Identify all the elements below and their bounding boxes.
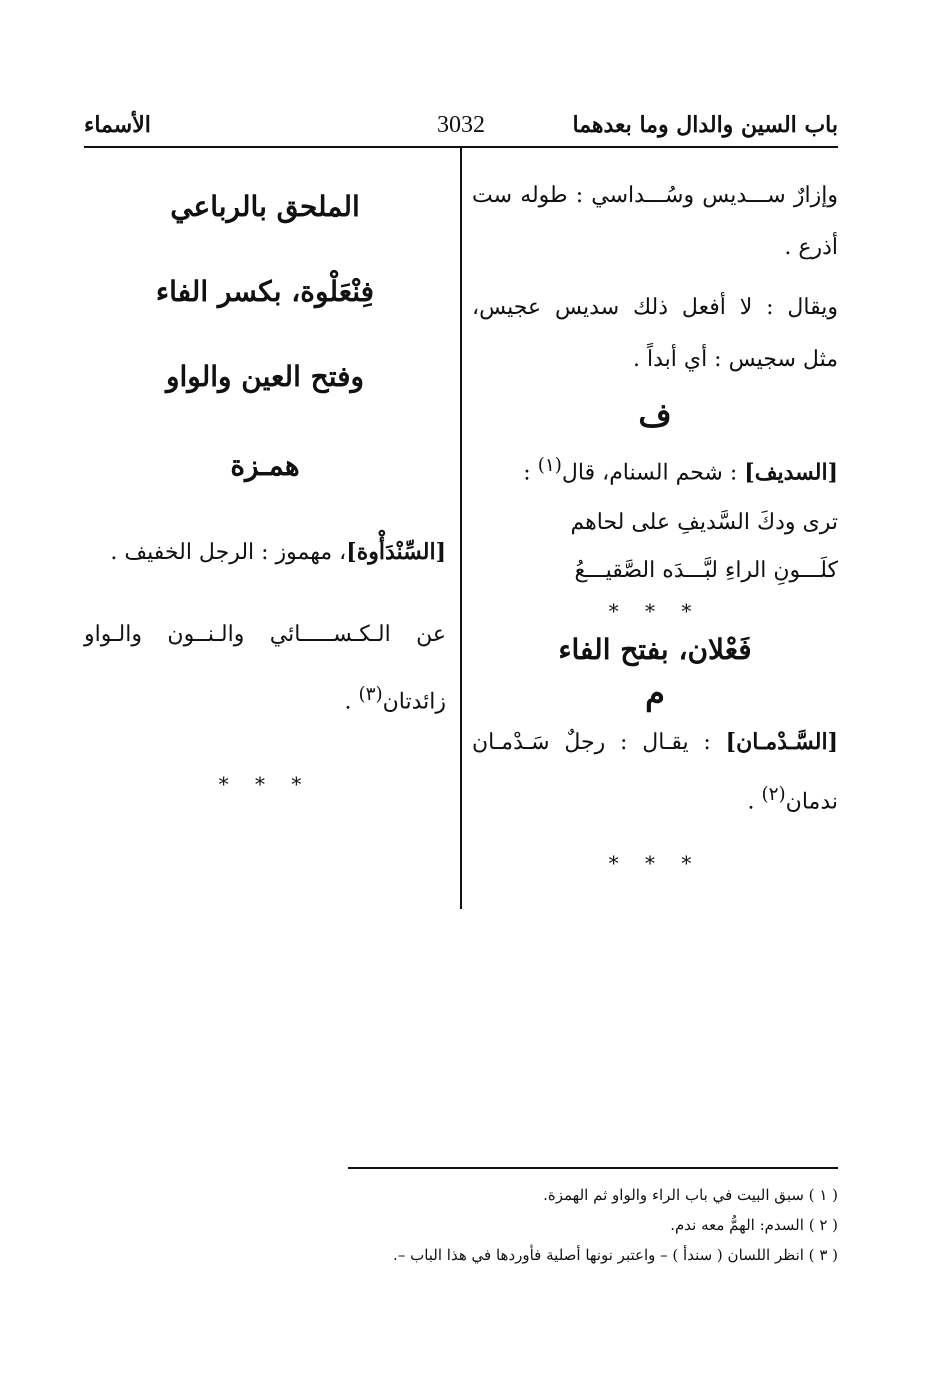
heading-falan: فَعْلان، بفتح الفاء: [558, 633, 752, 667]
entry-sindawa-end: .: [344, 689, 352, 715]
chapter-title: باب السين والدال وما بعدهما: [572, 112, 838, 138]
footnote-3: ( ٣ ) انظر اللسان ( سندأ ) – واعتبر نونها أصلية فأوردها في هذا الباب –.: [393, 1246, 838, 1264]
right-column: [472, 170, 838, 875]
separator-stars: * * *: [608, 850, 702, 875]
separator-stars: * * *: [608, 599, 702, 624]
entry-sadman-text: : يقـال : رجلٌ سَـدْمـان ندمان: [472, 730, 838, 815]
footnote-1: ( ١ ) سبق البيت في باب الراء والواو ثم الهمزة.: [543, 1186, 838, 1204]
verse-line-1: ترى ودكَ السَّديفِ على لحاهم: [570, 510, 838, 536]
footnote-separator: [348, 1167, 838, 1169]
entry-sadif-end: :: [523, 460, 531, 486]
footnote-ref-2: (٢): [761, 784, 786, 806]
footnotes: [300, 1180, 838, 1270]
section-title: الأسماء: [84, 112, 151, 138]
entry-sadif: [472, 440, 838, 499]
entry-sadman-end: .: [747, 789, 755, 815]
entry-sindawa-cont: [84, 605, 446, 732]
verse-line-2: كلَـــونِ الراءِ لبَّـــدَه الصَّقيـــعُ: [574, 558, 838, 584]
entry-yuqal: ويقال : لا أفعل ذلك سديس عجيس، مثل سجيس : أي أبداً .: [472, 295, 838, 372]
heading-finalwa: فِنْعَلْوة، بكسر الفاء: [155, 275, 375, 308]
left-column: [84, 190, 446, 796]
term-sindawa: [السِّنْدَأْوة]: [346, 539, 446, 565]
term-sadif: [السديف]: [744, 459, 838, 486]
letter-fa: ف: [638, 396, 672, 434]
column-divider: [460, 147, 462, 909]
entry-sadman: [472, 716, 838, 828]
letter-mim: م: [645, 674, 665, 713]
heading-fath: وفتح العين والواو: [165, 360, 365, 393]
entry-izar: وإزارٌ ســـديس وسُـــداسي : طوله ست أذرع .: [472, 183, 838, 260]
page-header: [84, 112, 838, 148]
heading-hamza: همـزة: [230, 449, 300, 482]
separator-stars: * * *: [218, 772, 312, 797]
entry-sadif-text: : شحم السنام، قال: [561, 460, 738, 486]
page-number: 3032: [437, 112, 485, 138]
term-sadman: [السَّـدْمـان]: [725, 729, 838, 756]
heading-mulhaq: الملحق بالرباعي: [170, 190, 360, 223]
entry-sindawa-cont-text: عن الـكـســـــائي والـنــون والـواو زائدتان: [84, 622, 446, 715]
footnote-2: ( ٢ ) السدم: الهمُّ معه ندم.: [670, 1216, 838, 1234]
entry-sindawa: [84, 526, 446, 579]
footnote-ref-1: (١): [537, 455, 562, 476]
footnote-ref-3: (٣): [358, 684, 383, 705]
entry-sindawa-text: ، مهموز : الرجل الخفيف .: [110, 540, 347, 565]
